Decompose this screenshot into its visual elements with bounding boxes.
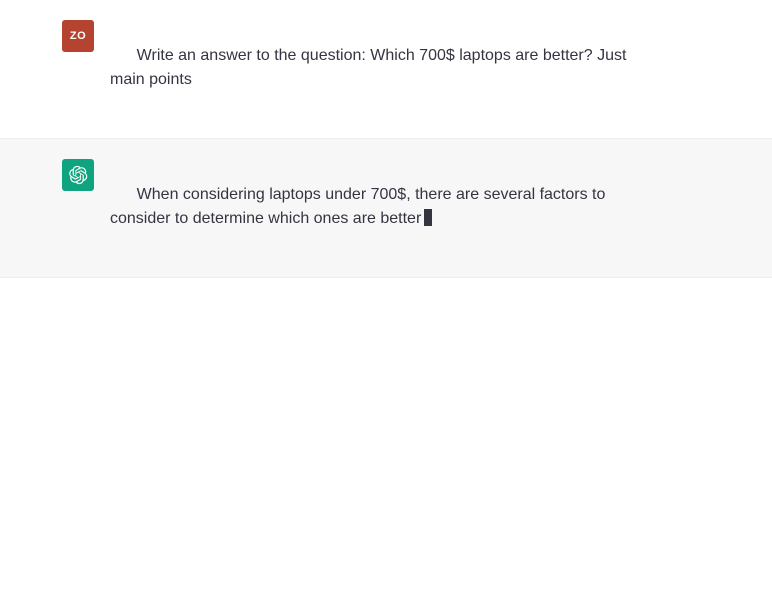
streaming-cursor bbox=[424, 209, 432, 226]
avatar-container bbox=[0, 159, 110, 191]
avatar-container bbox=[0, 20, 110, 52]
message-body-user bbox=[110, 20, 772, 116]
avatar-initials: ZO bbox=[69, 30, 87, 42]
message-body-assistant bbox=[110, 159, 772, 255]
openai-logo-icon bbox=[68, 165, 88, 185]
chat-message-user bbox=[0, 0, 772, 138]
message-text: Write an answer to the question: Which 700$ laptops are better? Just main points bbox=[110, 47, 631, 88]
avatar-user bbox=[62, 20, 94, 52]
chat-thread bbox=[0, 0, 772, 278]
avatar-assistant bbox=[62, 159, 94, 191]
chat-message-assistant bbox=[0, 138, 772, 278]
message-text: When considering laptops under 700$, there are several factors to consider to determine which ones are better bbox=[110, 186, 610, 227]
